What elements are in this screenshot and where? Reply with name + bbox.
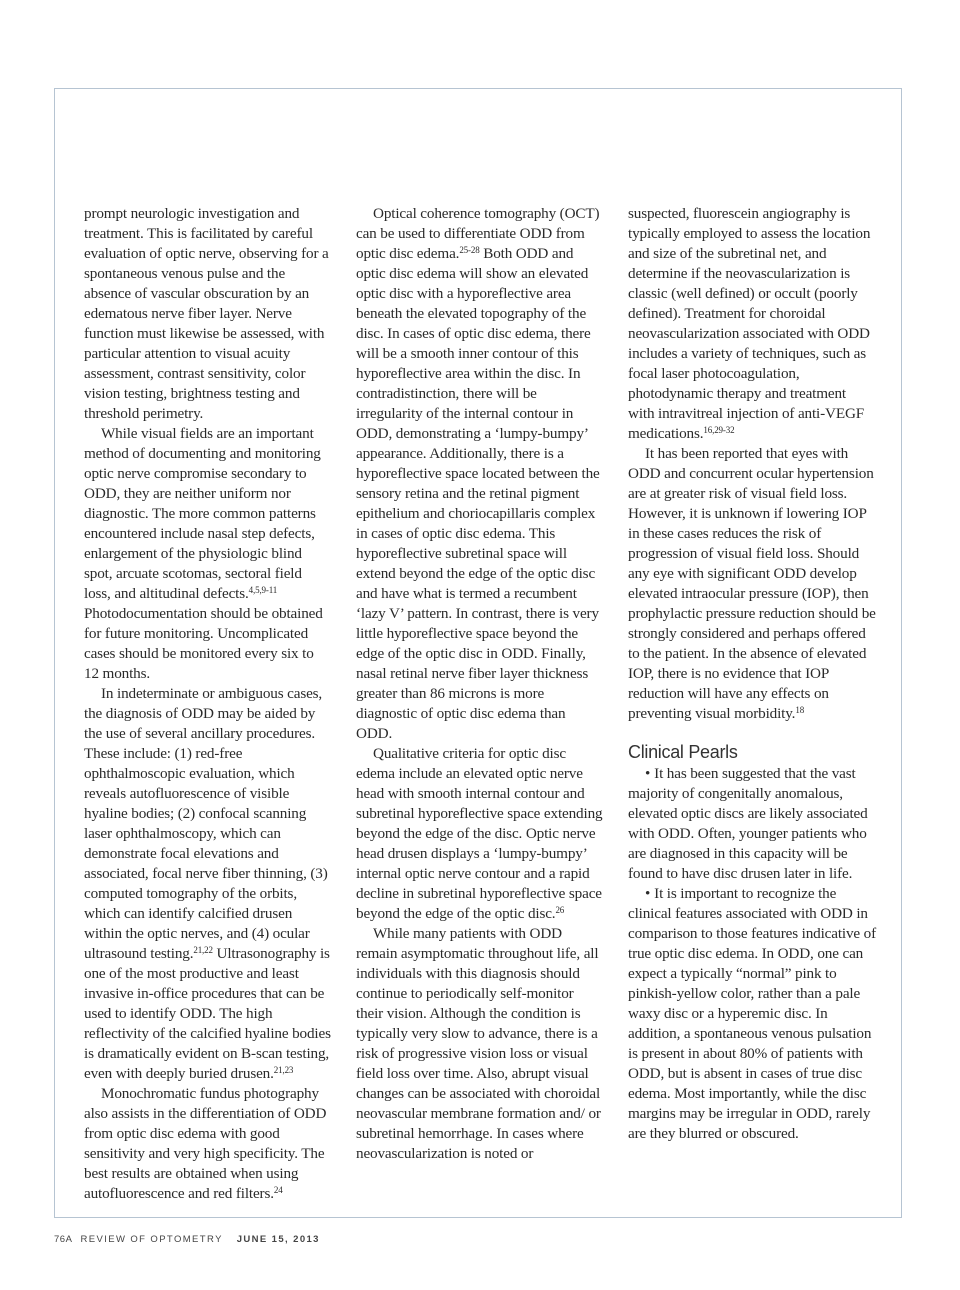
bullet-icon: • [645,885,651,902]
issue-date: JUNE 15, 2013 [236,1234,320,1245]
citation: 26 [555,905,565,915]
paragraph: Qualitative criteria for optic disc edema include an elevated optic nerve head with smooth internal contour and subretinal hyporeflective space extending beyond the edge of the disc. Optic nerve head drusen displays a ‘lumpy-bumpy’ internal optic nerve contour and a rapid decline in subretinal hyporeflective space beyond the edge of the optic disc.$^{26}$ [356,745,603,922]
section-heading: Clinical Pearls [628,742,738,762]
column-3 [628,204,876,1144]
paragraph: In indeterminate or ambiguous cases, the diagnosis of ODD may be aided by the use of several ancillary procedures. These include: (1) red-free ophthalmoscopic evaluation, which reveals autofluorescence of visible hyaline bodies; (2) confocal scanning laser ophthalmoscopy, which can demonstrate focal elevations and associated, focal nerve fiber thinning, (3) computed tomography of the orbits, which can identify calcified drusen within the optic nerves, and (4) ocular ultrasound testing.$^{21,22}$ Ultrasonography is one of the most productive and least invasive in-office procedures that can be used to identify ODD. The high reflectivity of the calcified hyaline bodies is dramatically evident on B-scan testing, even with deeply buried drusen.$^{21,23}$ [84,685,331,1082]
citation: 21,23 [273,1065,294,1075]
bullet-icon: • [645,765,651,782]
column-1 [84,204,332,1204]
paragraph: It has been reported that eyes with ODD and concurrent ocular hypertension are at greater risk of visual field loss. However, it is unknown if lowering IOP in these cases reduces the risk of progression of visual field loss. Should any eye with significant ODD develop elevated intraocular pressure (IOP), then prophylactic pressure reduction should be strongly considered and perhaps offered to the patient. In the absence of elevated IOP, there is no evidence that IOP reduction will have any effects on preventing visual morbidity.$^{18}$ [628,445,876,722]
magazine-name: REVIEW OF OPTOMETRY [80,1234,223,1245]
column-2 [356,204,604,1164]
paragraph: suspected, fluorescein angiography is typically employed to assess the location and size of the subretinal net, and determine if the neovascularization is classic (well defined) or occult (poorly defined). Treatment for choroidal neovascularization associated with ODD includes a variety of techniques, such as focal laser photocoagulation, photodynamic therapy and treatment with intravitreal injection of anti-VEGF medications.$^{16,29-32}$ [628,205,871,442]
citation: 4,5,9-11 [248,585,278,595]
paragraph: prompt neurologic investigation and treatment. This is facilitated by careful evaluation of optic nerve, observing for a spontaneous venous pulse and the absence of vascular obscuration by an edematous nerve fiber layer. Nerve function must likewise be assessed, with particular attention to visual acuity assessment, contrast sensitivity, color vision testing, brightness testing and threshold perimetry. [84,205,329,422]
citation: 24 [273,1185,283,1195]
citation: 18 [795,705,805,715]
bullet-paragraph: • It is important to recognize the clinical features associated with ODD in comparison to those features indicative of true optic disc edema. In ODD, one can expect a typically “normal” pink to pinkish-yellow color, rather than a pale waxy disc or a hyperemic disc. In addition, a spontaneous venous pulsation is present in about 80% of patients with ODD, but is absent in cases of true disc edema. Most importantly, while the disc margins may be irregular in ODD, rarely are they blurred or obscured. [628,885,877,1142]
citation: 16,29-32 [703,425,735,435]
paragraph: While many patients with ODD remain asymptomatic throughout life, all individuals with this diagnosis should continue to periodically self-monitor their vision. Although the condition is typically very slow to advance, there is a risk of progressive vision loss or visual field loss over time. Also, abrupt visual changes can be associated with choroidal neovascular membrane formation and/ or subretinal hemorrhage. In cases where neovascularization is noted or [356,925,601,1162]
paragraph: Monochromatic fundus photography also assists in the differentiation of ODD from optic disc edema with good sensitivity and very high specificity. The best results are obtained when using autofluorescence and red filters.$^{24}$ [84,1085,327,1202]
citation: 21,22 [193,945,213,955]
citation: 25-28 [459,245,480,255]
paragraph: While visual fields are an important method of documenting and monitoring optic nerve compromise secondary to ODD, they are neither uniform nor diagnostic. The more common patterns encountered include nasal step defects, enlargement of the physiologic blind spot, arcuate scotomas, sectoral field loss, and altitudinal defects.$^{4,5,9-11}$ Photodocumentation should be obtained for future monitoring. Uncomplicated cases should be monitored every six to 12 months. [84,425,323,682]
page-footer [54,1234,320,1245]
paragraph: Optical coherence tomography (OCT) can be used to differentiate ODD from optic disc edema.$^{25-28}$ Both ODD and optic disc edema will show an elevated optic disc with a hyporeflective area beneath the elevated topography of the disc. In cases of optic disc edema, there will be a smooth inner contour of this hyporeflective area within the disc. In contradistinction, there will be irregularity of the internal contour in ODD, demonstrating a ‘lumpy-bumpy’ appearance. Additionally, there is a hyporeflective space located between the sensory retina and the retinal pigment epithelium and choriocapillaris complex in cases of optic disc edema. This hyporeflective subretinal space will extend beyond the edge of the optic disc and have what is termed a recumbent ‘lazy V’ pattern. In contrast, there is very little hyporeflective space beyond the edge of the optic disc in ODD. Finally, nasal retinal nerve fiber layer thickness greater than 86 microns is more diagnostic of optic disc edema than ODD. [356,205,600,742]
bullet-paragraph: • It has been suggested that the vast majority of congenitally anomalous, elevated optic discs are likely associated with ODD. Often, younger patients who are diagnosed in this capacity will be found to have disc drusen later in life. [628,765,868,882]
page-number: 76A [54,1234,73,1245]
